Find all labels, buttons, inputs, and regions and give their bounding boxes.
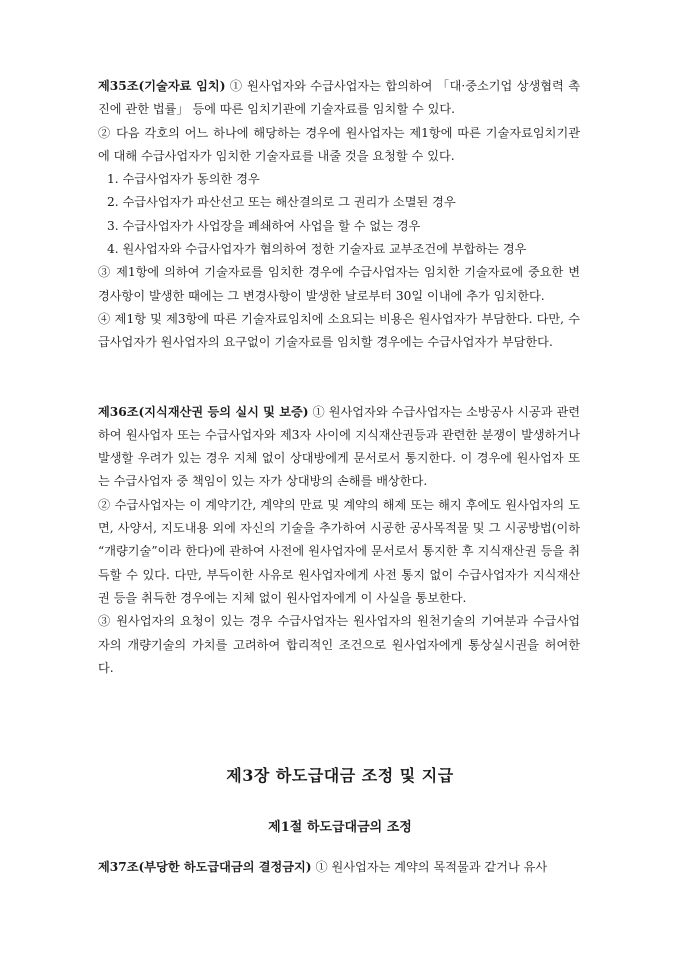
article-35-paragraph-1: 제35조(기술자료 임치) ① 원사업자와 수급사업자는 합의하여 「대·중소기업 상생협력 촉진에 관한 법률」 등에 따른 임치기관에 기술자료를 임치할 수 있다. [98, 79, 581, 117]
article-35-title: 제35조(기술자료 임치) [98, 79, 226, 93]
article-37-title: 제37조(부당한 하도급대금의 결정금지) [98, 860, 312, 874]
article-35-paragraph-4: ④ 제1항 및 제3항에 따른 기술자료임치에 소요되는 비용은 원사업자가 부담한다. 다만, 수급사업자가 원사업자의 요구없이 기술자료를 임치할 경우에는 수급사업자가 부담한다. [98, 311, 580, 350]
article-35-item-2: 2. 수급사업자가 파산선고 또는 해산결의로 그 권리가 소멸된 경우 [107, 195, 456, 210]
article-35-36-body [98, 75, 580, 680]
article-36-title: 제36조(지식재산권 등의 실시 및 보증) [98, 404, 309, 419]
article-35-paragraph-2: ② 다음 각호의 어느 하나에 해당하는 경우에 원사업자는 제1항에 따른 기술자료임치기관에 대해 수급사업자가 임치한 기술자료를 내줄 것을 요청할 수 있다. [98, 125, 580, 163]
chapter-heading: 제3장 하도급대금 조정 및 지급 [226, 766, 454, 785]
section-heading: 제1절 하도급대금의 조정 [268, 820, 412, 835]
article-35-item-3: 3. 수급사업자가 사업장을 폐쇄하여 사업을 할 수 없는 경우 [107, 218, 421, 233]
article-35-item-1: 1. 수급사업자가 동의한 경우 [107, 172, 260, 187]
article-36-paragraph-3: ③ 원사업자의 요청이 있는 경우 수급사업자는 원사업자의 원천기술의 기여분과 수급사업자의 개량기술의 가치를 고려하여 합리적인 조건으로 원사업자에게 통상실시권을 허여한다. [98, 614, 580, 675]
article-35-item-4: 4. 원사업자와 수급사업자가 협의하여 정한 기술자료 교부조건에 부합하는 경우 [107, 242, 527, 257]
article-36-paragraph-2: ② 수급사업자는 이 계약기간, 계약의 만료 및 계약의 해제 또는 해지 후에도 원사업자의 도면, 사양서, 지도내용 외에 자신의 기술을 추가하여 시공한 공사목적물 및 그 시공방법(이하 “개량기술”이라 한다)에 관하여 사전에 원사업자에 문서로서 통지한 후 지식재산권 등을 취득할 수 있다. 다만, 부득이한 사유로 원사업자에게 사전 통지 없이 수급사업자가 지식재산권 등을 취득한 경우에는 지체 없이 원사업자에게 이 사실을 통보한다. [98, 497, 580, 605]
paragraph-gap [98, 355, 580, 401]
article-35-paragraph-3: ③ 제1항에 의하여 기술자료를 임치한 경우에 수급사업자는 임치한 기술자료에 중요한 변경사항이 발생한 때에는 그 변경사항이 발생한 날로부터 30일 이내에 추가 임치한다. [98, 265, 580, 303]
article-37-paragraph-1: 제37조(부당한 하도급대금의 결정금지) ① 원사업자는 계약의 목적물과 같거나 유사 [98, 860, 548, 874]
article-36-paragraph-1: 제36조(지식재산권 등의 실시 및 보증) ① 원사업자와 수급사업자는 소방공사 시공과 관련하여 원사업자 또는 수급사업자와 제3자 사이에 지식재산권등과 관련한 분쟁이 발생하거나 발생할 우려가 있는 경우 지체 없이 상대방에게 문서로서 통지한다. 이 경우에 원사업자 또는 수급사업자 중 책임이 있는 자가 상대방의 손해를 배상한다. [98, 404, 580, 489]
